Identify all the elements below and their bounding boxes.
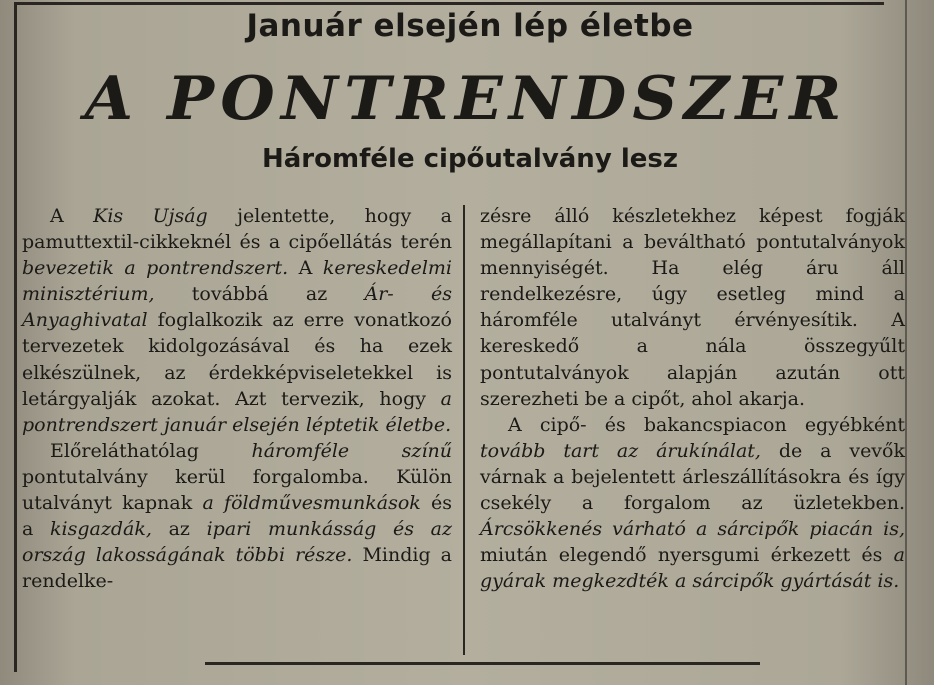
- headline: A PONTRENDSZER: [84, 64, 848, 134]
- subheadline: Háromféle cipőutalvány lesz: [262, 144, 678, 174]
- left-rule: [14, 2, 17, 672]
- right-paragraph-2: A cipő- és bakancspiacon egyébként tovább tart az árukínálat, de a vevők várnak a bejelentett árleszállításokra és így csekély a forgalom az üzletekben. Árcsökkenés várható a sárcipők piacán is, miután elegendő nyersgumi érkezett és a gyárak megkezdték a sárcipők gyártását is.: [480, 413, 905, 593]
- bottom-rule: [205, 662, 760, 665]
- column-divider: [463, 205, 465, 655]
- top-rule: [16, 2, 884, 5]
- left-column: [22, 203, 452, 594]
- kicker-line: Január elsején lép életbe: [246, 8, 694, 44]
- left-paragraph-1: A Kis Ujság jelentette, hogy a pamuttextil-cikkeknél és a cipőellátás terén bevezetik a pontrendszert. A kereskedelmi minisztérium, továbbá az Ár- és Anyaghivatal foglalkozik az erre vonatkozó tervezetek kidolgozásával és ha ezek elkészülnek, az érdekképviseletekkel is letárgyalják azokat. Azt tervezik, hogy a pontrendszert január elsején léptetik életbe.: [22, 205, 452, 436]
- right-paragraph-1: zésre álló készletekhez képest fogják megállapítani a beváltható pontutalványok mennyiségét. Ha elég áru áll rendelkezésre, úgy esetleg mind a háromféle utalványt érvényesítik. A kereskedő a nála összegyűlt pontutalványok alapján azután ott szerezheti be a cipőt, ahol akarja.: [480, 205, 905, 410]
- right-column: [480, 203, 905, 594]
- left-paragraph-2: Előreláthatólag háromféle színű pontutalvány kerül forgalomba. Külön utalványt kapnak a földművesmunkások és a kisgazdák, az ipari munkásság és az ország lakosságának többi része. Mindig a rendelke-: [22, 439, 453, 593]
